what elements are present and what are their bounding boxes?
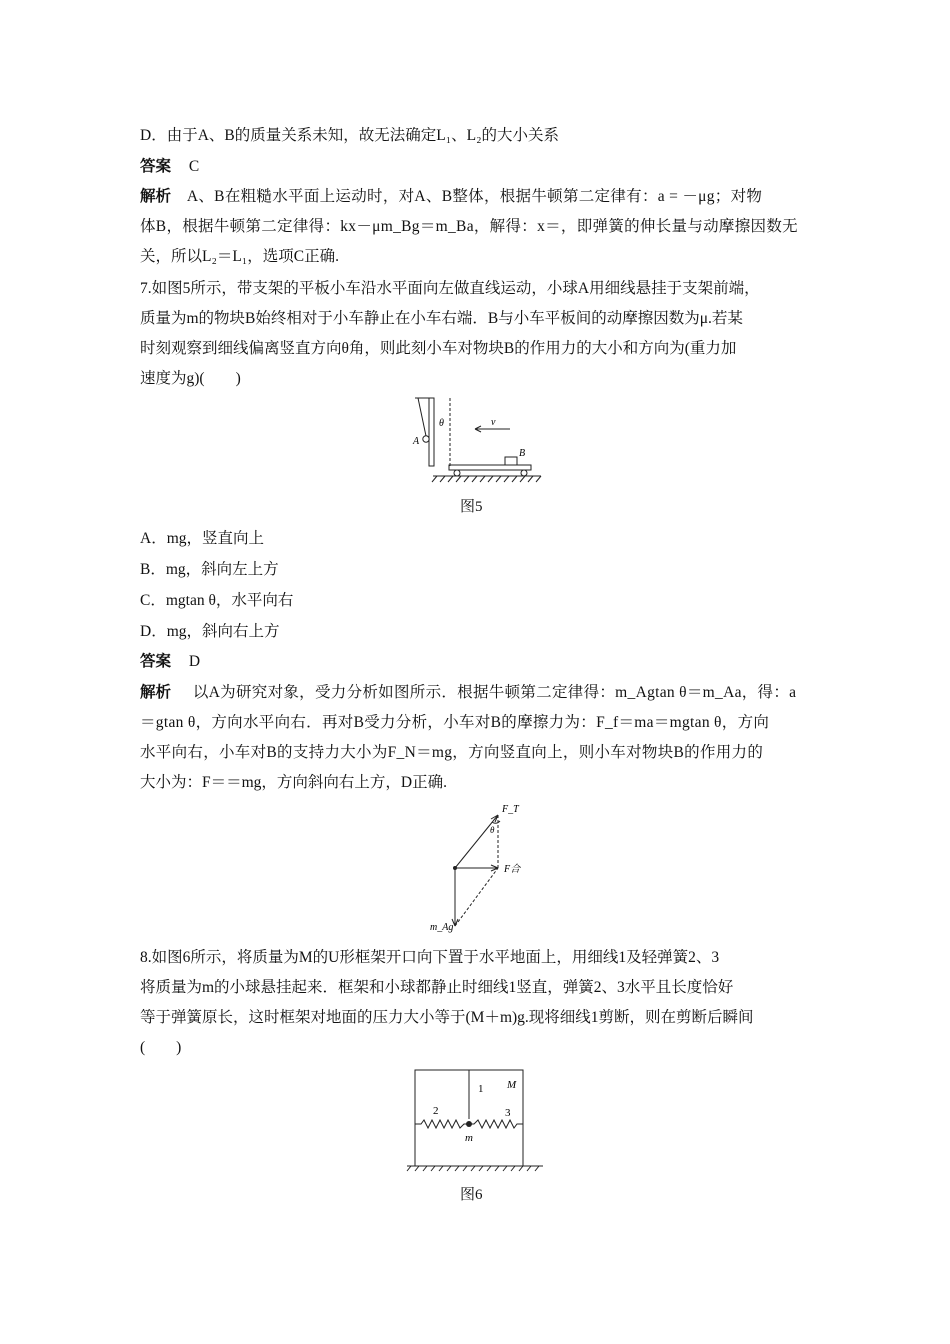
answer-label: 答案: [140, 158, 172, 175]
q7-stem-line-2: 质量为m的物块B始终相对于小车静止在小车右端．B与小车平板间的动摩擦因数为μ.若某: [140, 310, 743, 327]
figure-6-frame-diagram: [405, 1064, 545, 1174]
figure-5-cart-diagram: [405, 394, 545, 486]
ground-hatching: [407, 1166, 539, 1171]
q6-option-d: D．由于A、B的质量关系未知，故无法确定L₁、L₂的大小关系: [140, 127, 559, 144]
label-a: A: [413, 436, 420, 447]
answer-value: D: [188, 653, 201, 670]
diagonal-dashed-line: [455, 868, 498, 926]
q7-option-d: D．mg，斜向右上方: [140, 623, 280, 640]
q6-analysis-line-1: 解析 A、B在粗糙水平面上运动时，对A、B整体，根据牛顿第二定律有：a = －μg；对物: [140, 188, 763, 205]
label-theta: θ: [439, 418, 444, 429]
figure-6-caption: 图6: [460, 1187, 483, 1203]
answer-label: 答案: [140, 653, 172, 670]
figure-5-caption: 图5: [460, 499, 483, 515]
spring-3: [469, 1120, 523, 1128]
label-ft: F_T: [502, 804, 519, 815]
q8-stem-line-3: 等于弹簧原长，这时框架对地面的压力大小等于(M＋m)g.现将细线1剪断，则在剪断后瞬间: [140, 1009, 754, 1026]
q7-analysis-line-3: 水平向右，小车对B的支持力大小为F_N＝mg，方向竖直向上，则小车对物块B的作用力的: [140, 744, 764, 761]
suspension-string: [418, 398, 426, 436]
q8-stem-line-2: 将质量为m的小球悬挂起来．框架和小球都静止时细线1竖直，弹簧2、3水平且长度恰好: [140, 979, 734, 996]
ball-a: [423, 436, 429, 442]
ground-hatching: [432, 476, 541, 482]
cart-support-pole: [429, 398, 434, 466]
label-2: 2: [433, 1105, 439, 1117]
ball-m: [466, 1121, 472, 1127]
cart-platform: [449, 465, 531, 470]
label-M: M: [507, 1079, 517, 1091]
cart-wheel-left: [454, 470, 460, 476]
label-mag: m_Ag: [430, 922, 454, 933]
q6-analysis-line-2: 体B，根据牛顿第二定律得：kx－μm_Bg＝m_Ba，解得：x＝，即弹簧的伸长量与动摩擦因数无: [140, 218, 798, 235]
q7-stem-line-1: 7.如图5所示，带支架的平板小车沿水平面向左做直线运动，小球A用细线悬挂于支架前端，: [140, 280, 760, 297]
q7-analysis-line-1: 解析 以A为研究对象，受力分析如图所示．根据牛顿第二定律得：m_Agtan θ＝m_Aa，得：a: [140, 684, 797, 701]
q7-answer: [140, 652, 200, 672]
q7-stem-line-4: 速度为g)( ): [140, 370, 241, 387]
label-f-he: F合: [504, 864, 521, 875]
cart-wheel-right: [521, 470, 527, 476]
ball-point: [453, 866, 457, 870]
q6-analysis-line-3: 关，所以L₂＝L₁，选项C正确.: [140, 248, 339, 265]
spring-2: [415, 1120, 469, 1128]
q8-stem-line-4: ( ): [140, 1039, 182, 1056]
q7-option-c: C．mgtan θ，水平向右: [140, 592, 294, 609]
q7-option-a: A．mg，竖直向上: [140, 530, 265, 547]
label-1: 1: [478, 1083, 484, 1095]
answer-value: C: [188, 158, 200, 175]
label-3: 3: [505, 1107, 511, 1119]
label-b: B: [519, 448, 526, 459]
label-theta: θ: [490, 825, 495, 835]
analysis-label: 解析: [140, 188, 172, 205]
q6-answer: [140, 157, 199, 177]
label-m: m: [465, 1132, 473, 1144]
block-b: [505, 457, 517, 465]
label-v: v: [491, 417, 496, 428]
q8-stem-line-1: 8.如图6所示，将质量为M的U形框架开口向下置于水平地面上，用细线1及轻弹簧2、3: [140, 949, 720, 966]
q7-analysis-line-2: ＝gtan θ，方向水平向右．再对B受力分析，小车对B的摩擦力为：F_f＝ma＝mgtan θ，方向: [140, 714, 770, 731]
q7-analysis-line-4: 大小为：F＝＝mg，方向斜向右上方，D正确.: [140, 774, 447, 791]
force-analysis-diagram: [424, 800, 534, 936]
q7-stem-line-3: 时刻观察到细线偏离竖直方向θ角，则此刻小车对物块B的作用力的大小和方向为(重力加: [140, 340, 737, 357]
analysis-label: 解析: [140, 684, 172, 701]
q7-option-b: B．mg，斜向左上方: [140, 561, 279, 578]
tension-vector-ft: [455, 815, 498, 868]
